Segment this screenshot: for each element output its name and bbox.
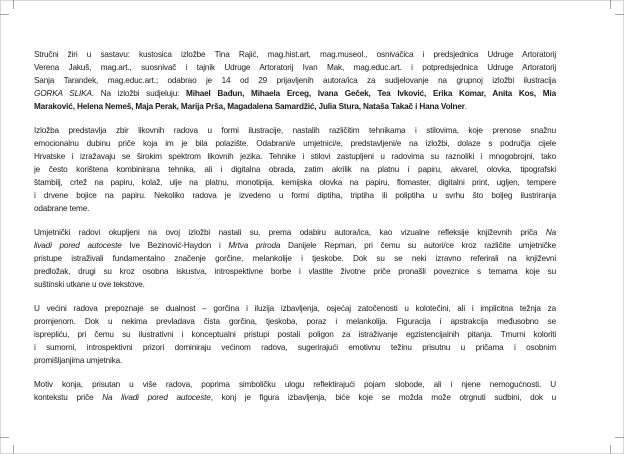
text-run: je često korištena kombinirana tehnika, ali i digitalna obrada, zatim akrilik na platnu i papiru, akvarel, olovka, tipografski <box>34 165 556 174</box>
text-run: promišljanjima umjetnika. <box>34 356 123 365</box>
text-run: Sanja Tarandek, mag.educ.art.; odabrao je 14 od 29 prijavljenih autora/ica za sudjelovanje na grupnoj izložbi ilustracija <box>34 76 556 85</box>
text-run: livadi pored autoceste <box>34 241 122 250</box>
text-run: Mrtva priroda <box>228 241 281 250</box>
text-run: i sumorni, introspektivni prizori dominiraju većinom radova, sugerirajući emotivnu težinu prisutnu u pričama i osobnim <box>34 343 556 352</box>
text-run: Mihael Bađun, Mihaela Erceg, Ivana Geček, Tea Ivković, Erika Komar, Anita Kos, Mia <box>186 89 556 98</box>
crop-mark-bottom-left-vertical <box>13 445 14 454</box>
text-run: pristupe istraživali fundamentalno značenje gorčine, melankolije i tjeskobe. Dok su se neki izravno referirali na književni <box>34 254 556 263</box>
text-line <box>34 202 556 215</box>
text-run: Umjetnički radovi okupljeni na ovoj izložbi nastali su, prema odabiru autora/ica, kao vizualne refleksije književnih priča <box>34 228 546 237</box>
text-run: Na livadi pored autoceste <box>102 393 211 402</box>
text-line <box>34 100 556 113</box>
text-line <box>34 252 556 265</box>
text-run: Maraković, Helena Nemeš, Maja Perak, Marija Prša, Magadalena Samardžić, Julia Stura, Nataša Takač i Hana Volner <box>34 102 465 111</box>
text-run: Na <box>545 228 556 237</box>
text-run: emocionalnu dubinu priče koja im je bila polazište. Odabrani/e umjetnici/e, predstavljeni/e na izložbi, dolaze s područja cijele <box>34 139 556 148</box>
text-run: suštinski utkane u ove tekstove. <box>34 280 145 289</box>
text-line <box>34 150 556 163</box>
text-run: Danijele Repman, pri čemu su autori/ce kroz različite umjetničke <box>280 241 556 250</box>
text-line <box>34 315 556 328</box>
text-line <box>34 302 556 315</box>
text-line <box>34 354 556 367</box>
text-run: GORKA SLIKA <box>34 89 92 98</box>
text-line <box>34 278 556 291</box>
text-run: , konj je figura izbavljenja, biće koje se možda može otrgnuti sudbini, dok u <box>210 393 556 402</box>
text-line <box>34 61 556 74</box>
paragraph <box>34 302 556 367</box>
text-run: Ive Bezinović-Haydon i <box>121 241 229 250</box>
text-line <box>34 163 556 176</box>
text-block <box>34 48 556 415</box>
text-line <box>34 378 556 391</box>
text-run: Izložba predstavlja zbir likovnih radova u formi ilustracije, nastalih različitim tehnikama i stilovima, koje prenose snažnu <box>34 126 556 135</box>
text-run: . Na izložbi sudjeluju: <box>91 89 187 98</box>
text-line <box>34 124 556 137</box>
crop-mark-top-left-horizontal <box>0 14 9 15</box>
text-line <box>34 176 556 189</box>
text-run: i drvene bojice na papiru. Nekoliko radova je izvedeno u formi diptiha, triptiha ili poliptiha u svrhu što boljeg ilustriranja <box>34 191 556 200</box>
text-run: štambilj, crtež na papiru, kolaž, ulje na platnu, monotipija, kemijska olovka na papiru, flomaster, digitalni print, ugljen, tempere <box>34 178 556 187</box>
text-run: Verena Jakuš, mag.art., suosnivač i tajnik Udruge Artoratorij Ivan Mak, mag.educ.art. i potpredsjednica Udruge Artoratorij <box>34 63 556 72</box>
text-line <box>34 391 556 404</box>
paragraph <box>34 124 556 215</box>
text-line <box>34 265 556 278</box>
text-line <box>34 48 556 61</box>
text-run: Stručni žiri u sastavu: kustosica izložbe Tina Rajić, mag.hist.art, mag.museol., osnivačica i predsjednica Udruge Artoratorij <box>34 50 556 59</box>
text-line <box>34 137 556 150</box>
crop-mark-bottom-right-vertical <box>610 445 611 454</box>
text-run: Hrvatske i izražavaju se širokim spektrom likovnih jezika. Tehnike i stilovi zastupljeni u radovima su raznoliki i mnogobrojni, tako <box>34 152 556 161</box>
paragraph <box>34 48 556 113</box>
text-run: promjenom. Dok u nekima prevladava čista gorčina, tjeskoba, poraz i melankolija. Figuracija i apstrakcija međusobno se <box>34 317 556 326</box>
text-line <box>34 341 556 354</box>
text-run: isprepliću, pri čemu su ilustrativni i konceptualni pristupi postali poligon za istraživanje egzistencijalnih pitanja. Tmurni koloriti <box>34 330 556 339</box>
text-run: U većini radova prepoznaje se dualnost – gorčina i iluzija izbavljenja, osjećaj zatočenosti u kolotečini, ali i implicitna težnja za <box>34 304 556 313</box>
text-run: Motiv konja, prisutan u više radova, poprima simboličku ulogu reflektirajući pojam slobode, ali i njene nemogućnosti. U <box>34 380 556 389</box>
crop-mark-bottom-left-horizontal <box>0 437 9 438</box>
crop-mark-bottom-right-horizontal <box>615 437 624 438</box>
text-line <box>34 239 556 252</box>
text-line <box>34 74 556 87</box>
text-line <box>34 87 556 100</box>
text-line <box>34 226 556 239</box>
text-run: kontekstu priče <box>34 393 103 402</box>
crop-mark-top-right-horizontal <box>615 14 624 15</box>
text-run: predložak, drugi su kroz osobna iskustva, introspektivne borbe i vlastite životne priče pronašli poveznice s temama koje su <box>34 267 556 276</box>
paragraph <box>34 226 556 291</box>
text-line <box>34 328 556 341</box>
text-run: . <box>464 102 467 111</box>
text-line <box>34 189 556 202</box>
crop-mark-top-left-vertical <box>13 0 14 9</box>
paragraph <box>34 378 556 404</box>
crop-mark-top-right-vertical <box>610 0 611 9</box>
text-run: odabrane teme. <box>34 204 90 213</box>
